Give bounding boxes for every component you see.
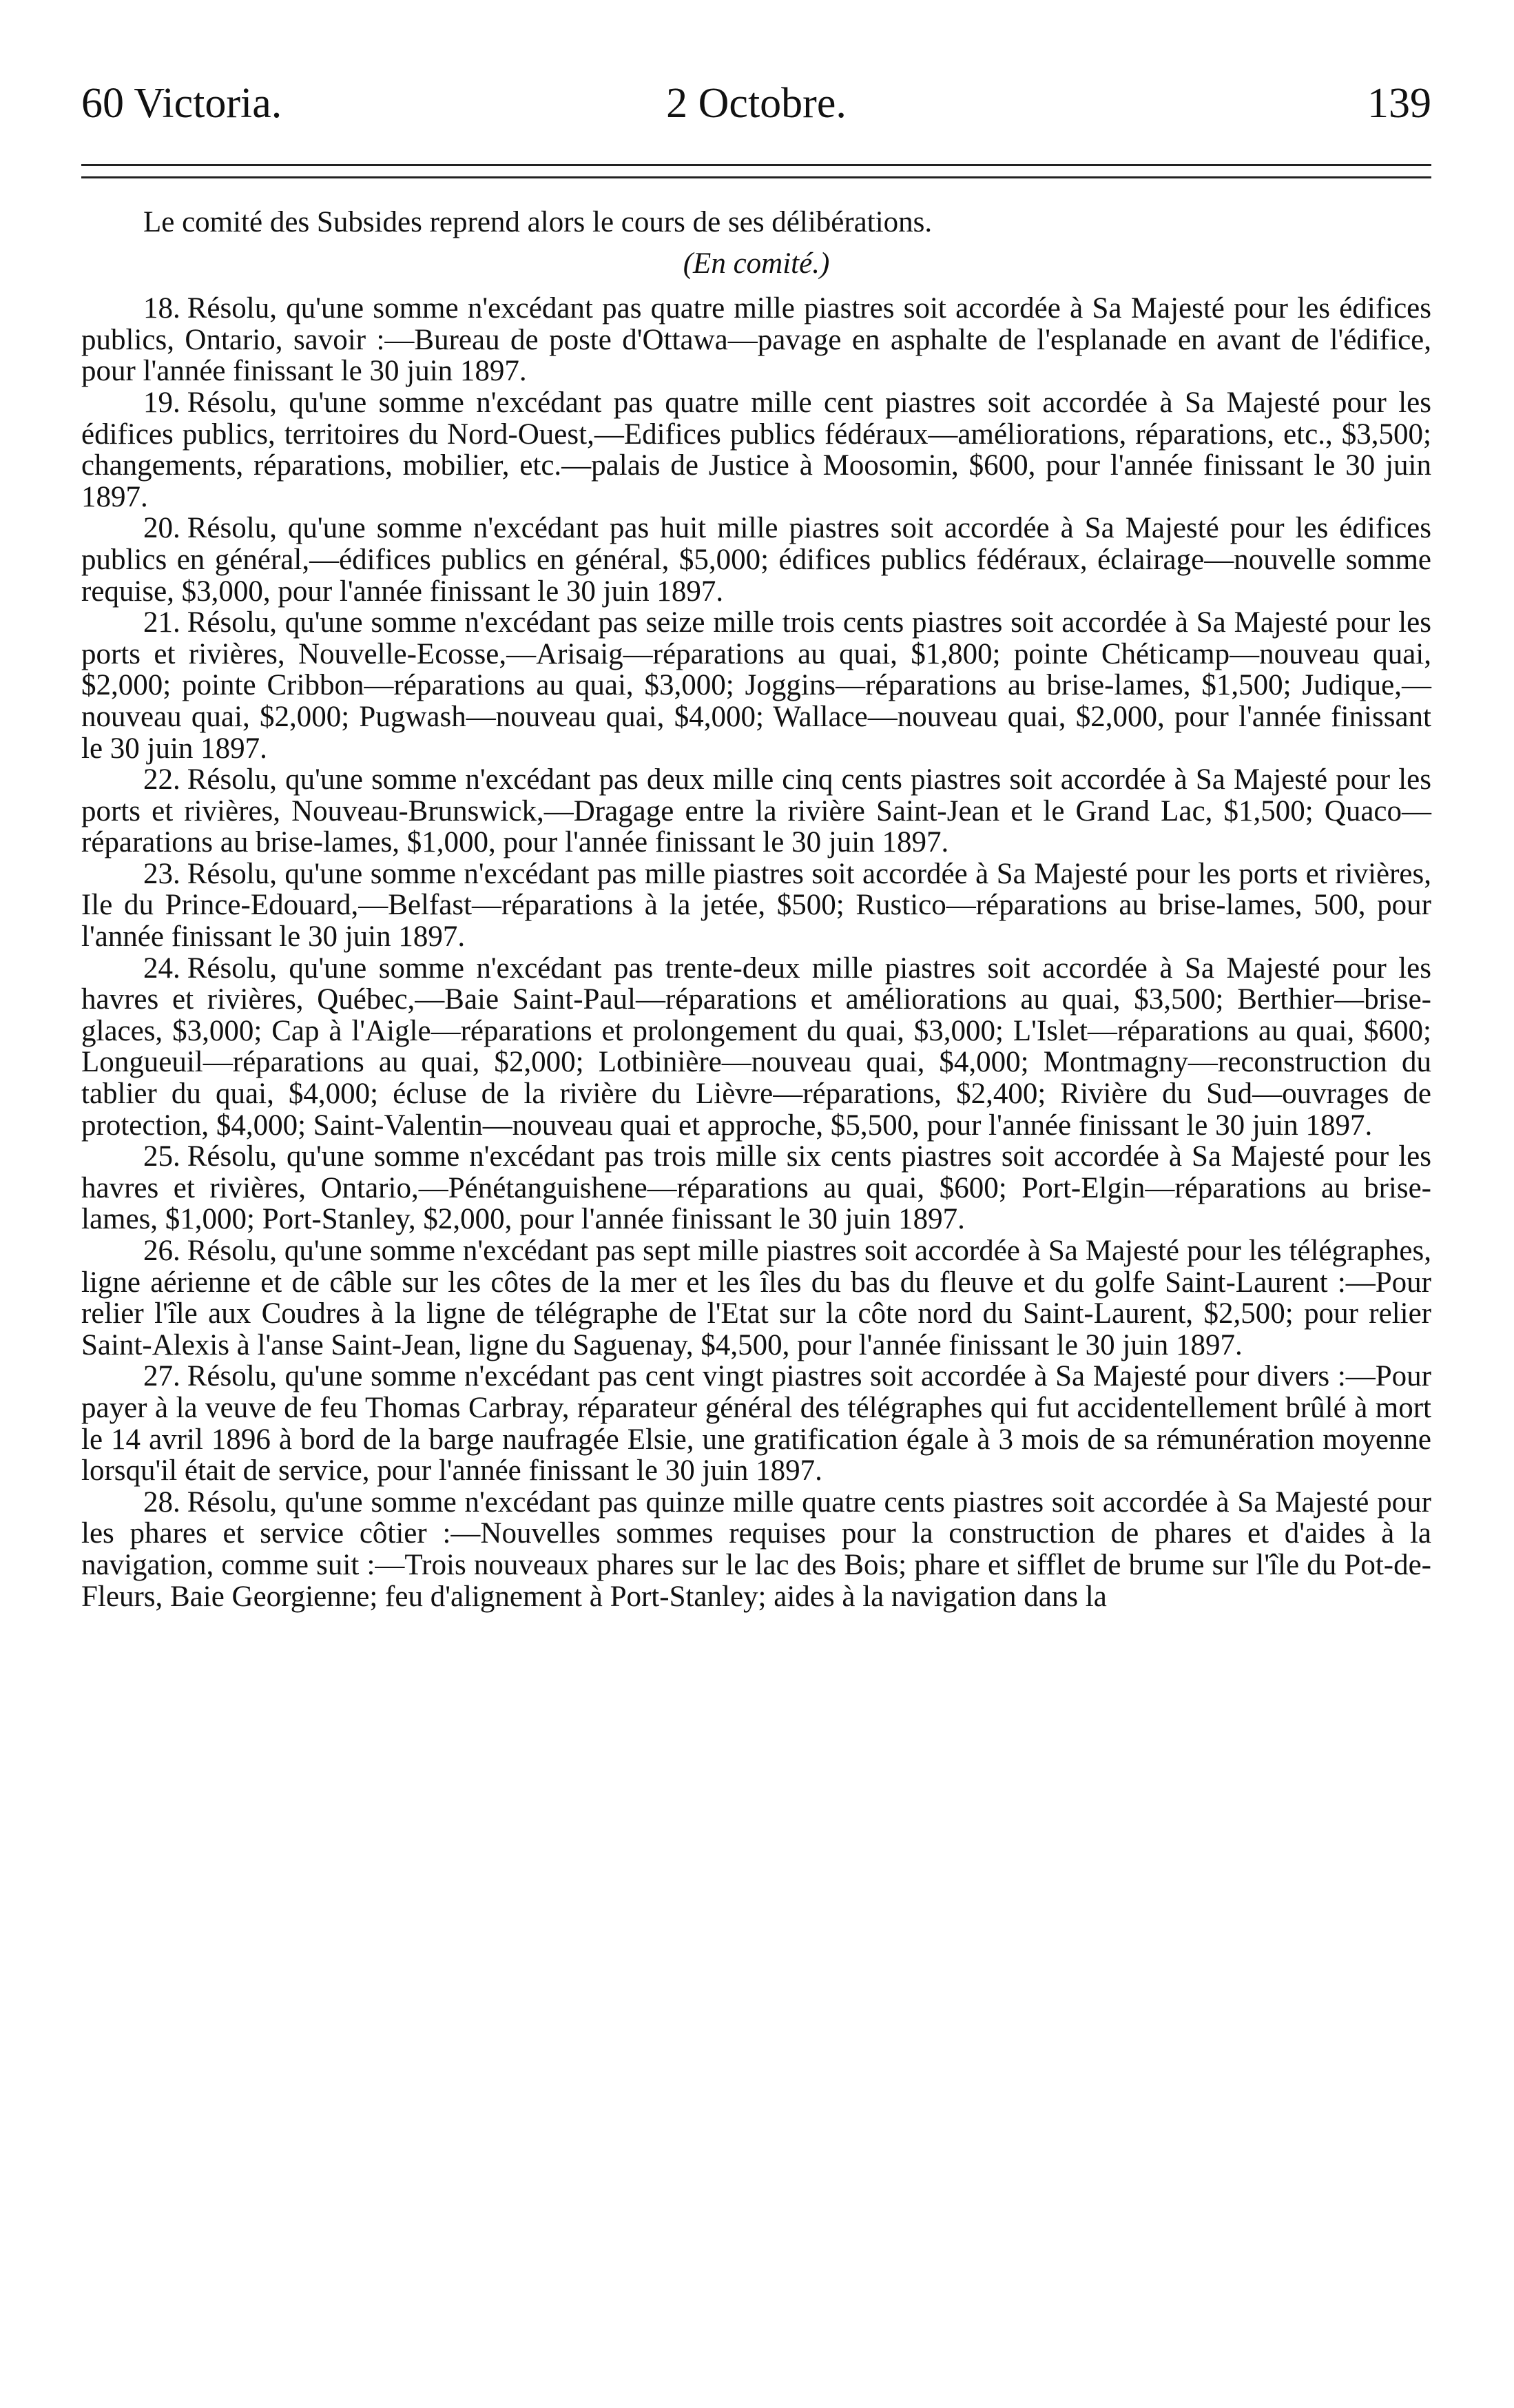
resolution-number: 28. [143, 1485, 180, 1519]
resolution-number: 19. [143, 386, 180, 419]
resolution-number: 24. [143, 951, 180, 985]
committee-heading: (En comité.) [683, 247, 830, 280]
resolution-22 [81, 764, 1431, 858]
resolution-text: Résolu, qu'une somme n'excédant pas mille piastres soit accordée à Sa Majesté pour les ports et rivières, Ile du Prince-Edouard,—Belfast—réparations à la jetée, $500; Rustico—réparations au brise-lames, 500, pour l'année finissant le 30 juin 1897. [81, 857, 1431, 954]
resolution-26 [81, 1235, 1431, 1361]
resolution-25 [81, 1141, 1431, 1235]
resolution-24 [81, 953, 1431, 1142]
resolution-text: Résolu, qu'une somme n'excédant pas huit mille piastres soit accordée à Sa Majesté pour les édifices publics en général,—édifices publics en général, $5,000; édifices publics fédéraux, éclairage—nouvelle somme requise, $3,000, pour l'année finissant le 30 juin 1897. [81, 512, 1431, 608]
resolution-27 [81, 1361, 1431, 1486]
resolution-number: 26. [143, 1235, 180, 1267]
resolution-number: 23. [143, 857, 180, 890]
header-rule-top [81, 164, 1431, 166]
intro-paragraph: Le comité des Subsides reprend alors le cours de ses délibérations. [143, 206, 933, 238]
page-number: 139 [1367, 80, 1431, 127]
resolution-text: Résolu, qu'une somme n'excédant pas trente-deux mille piastres soit accordée à Sa Majesté pour les havres et rivières, Québec,—Baie Saint-Paul—réparations et améliorations au quai, $3,500; Berthier—brise-glaces, $3,000; Cap à l'Aigle—réparations et prolongement du quai, $3,000; L'Islet—réparations au quai, $600; Longueuil—réparations au quai, $2,000; Lotbinière—nouveau quai, $4,000; Montmagny—reconstruction du tablier du quai, $4,000; écluse de la rivière du Lièvre—réparations, $2,400; Rivière du Sud—ouvrages de protection, $4,000; Saint-Valentin—nouveau quai et approche, $5,500, pour l'année finissant le 30 juin 1897. [81, 951, 1431, 1142]
resolution-text: Résolu, qu'une somme n'excédant pas quinze mille quatre cents piastres soit accordée à Sa Majesté pour les phares et service côtier :—Nouvelles sommes requises pour la construction de phares et d'aides à la navigation, comme suit :—Trois nouveaux phares sur le lac des Bois; phare et sifflet de brume sur l'île du Pot-de-Fleurs, Baie Georgienne; feu d'alignement à Port-Stanley; aides à la navigation dans la [81, 1485, 1431, 1613]
resolution-text: Résolu, qu'une somme n'excédant pas sept mille piastres soit accordée à Sa Majesté pour les télégraphes, ligne aérienne et de câble sur les côtes de la mer et les îles du bas du fleuve et du golfe Saint-Laurent :—Pour relier l'île aux Coudres à la ligne de télégraphe de l'Etat sur la côte nord du Saint-Laurent, $2,500; pour relier Saint-Alexis à l'anse Saint-Jean, ligne du Saguenay, $4,500, pour l'année finissant le 30 juin 1897. [81, 1235, 1431, 1361]
resolution-number: 18. [143, 292, 180, 325]
resolution-number: 21. [143, 606, 180, 639]
resolution-20 [81, 513, 1431, 607]
resolution-19 [81, 387, 1431, 513]
resolution-23 [81, 858, 1431, 953]
resolution-text: Résolu, qu'une somme n'excédant pas cent vingt piastres soit accordée à Sa Majesté pour divers :—Pour payer à la veuve de feu Thomas Carbray, réparateur général des télégraphes qui fut accidentellement brûlé à mort le 14 avril 1896 à bord de la barge naufragée Elsie, une gratification égale à 3 mois de sa rémunération moyenne lorsqu'il était de service, pour l'année finissant le 30 juin 1897. [81, 1360, 1431, 1488]
resolution-28 [81, 1487, 1431, 1612]
resolution-text: Résolu, qu'une somme n'excédant pas quatre mille piastres soit accordée à Sa Majesté pour les édifices publics, Ontario, savoir :—Bureau de poste d'Ottawa—pavage en asphalte de l'esplanade en avant de l'édifice, pour l'année finissant le 30 juin 1897. [81, 292, 1431, 388]
running-head [81, 76, 1431, 131]
resolution-text: Résolu, qu'une somme n'excédant pas quatre mille cent piastres soit accordée à Sa Majesté pour les édifices publics, territoires du Nord-Ouest,—Edifices publics fédéraux—améliorations, réparations, etc., $3,500; changements, réparations, mobilier, etc.—palais de Justice à Moosomin, $600, pour l'année finissant le 30 juin 1897. [81, 386, 1431, 513]
header-date: 2 Octobre. [666, 80, 847, 127]
resolution-text: Résolu, qu'une somme n'excédant pas seize mille trois cents piastres soit accordée à Sa Majesté pour les ports et rivières, Nouvelle-Ecosse,—Arisaig—réparations au quai, $1,800; pointe Chéticamp—nouveau quai, $2,000; pointe Cribbon—réparations au quai, $3,000; Joggins—réparations au brise-lames, $1,500; Judique,—nouveau quai, $2,000; Pugwash—nouveau quai, $4,000; Wallace—nouveau quai, $2,000, pour l'année finissant le 30 juin 1897. [81, 606, 1431, 765]
resolution-text: Résolu, qu'une somme n'excédant pas trois mille six cents piastres soit accordée à Sa Majesté pour les havres et rivières, Ontario,—Pénétanguishene—réparations au quai, $600; Port-Elgin—réparations au brise-lames, $1,000; Port-Stanley, $2,000, pour l'année finissant le 30 juin 1897. [81, 1140, 1431, 1236]
resolution-18 [81, 293, 1431, 387]
resolution-text: Résolu, qu'une somme n'excédant pas deux mille cinq cents piastres soit accordée à Sa Majesté pour les ports et rivières, Nouveau-Brunswick,—Dragage entre la rivière Saint-Jean et le Grand Lac, $1,500; Quaco—réparations au brise-lames, $1,000, pour l'année finissant le 30 juin 1897. [81, 763, 1431, 859]
document-body [81, 207, 1431, 1612]
resolution-number: 22. [143, 763, 180, 796]
header-regnal-year: 60 Victoria. [81, 80, 282, 127]
resolution-number: 20. [143, 512, 180, 545]
header-rule-bottom [81, 176, 1431, 178]
resolution-21 [81, 607, 1431, 764]
resolution-number: 27. [143, 1360, 180, 1393]
resolution-number: 25. [143, 1140, 180, 1173]
